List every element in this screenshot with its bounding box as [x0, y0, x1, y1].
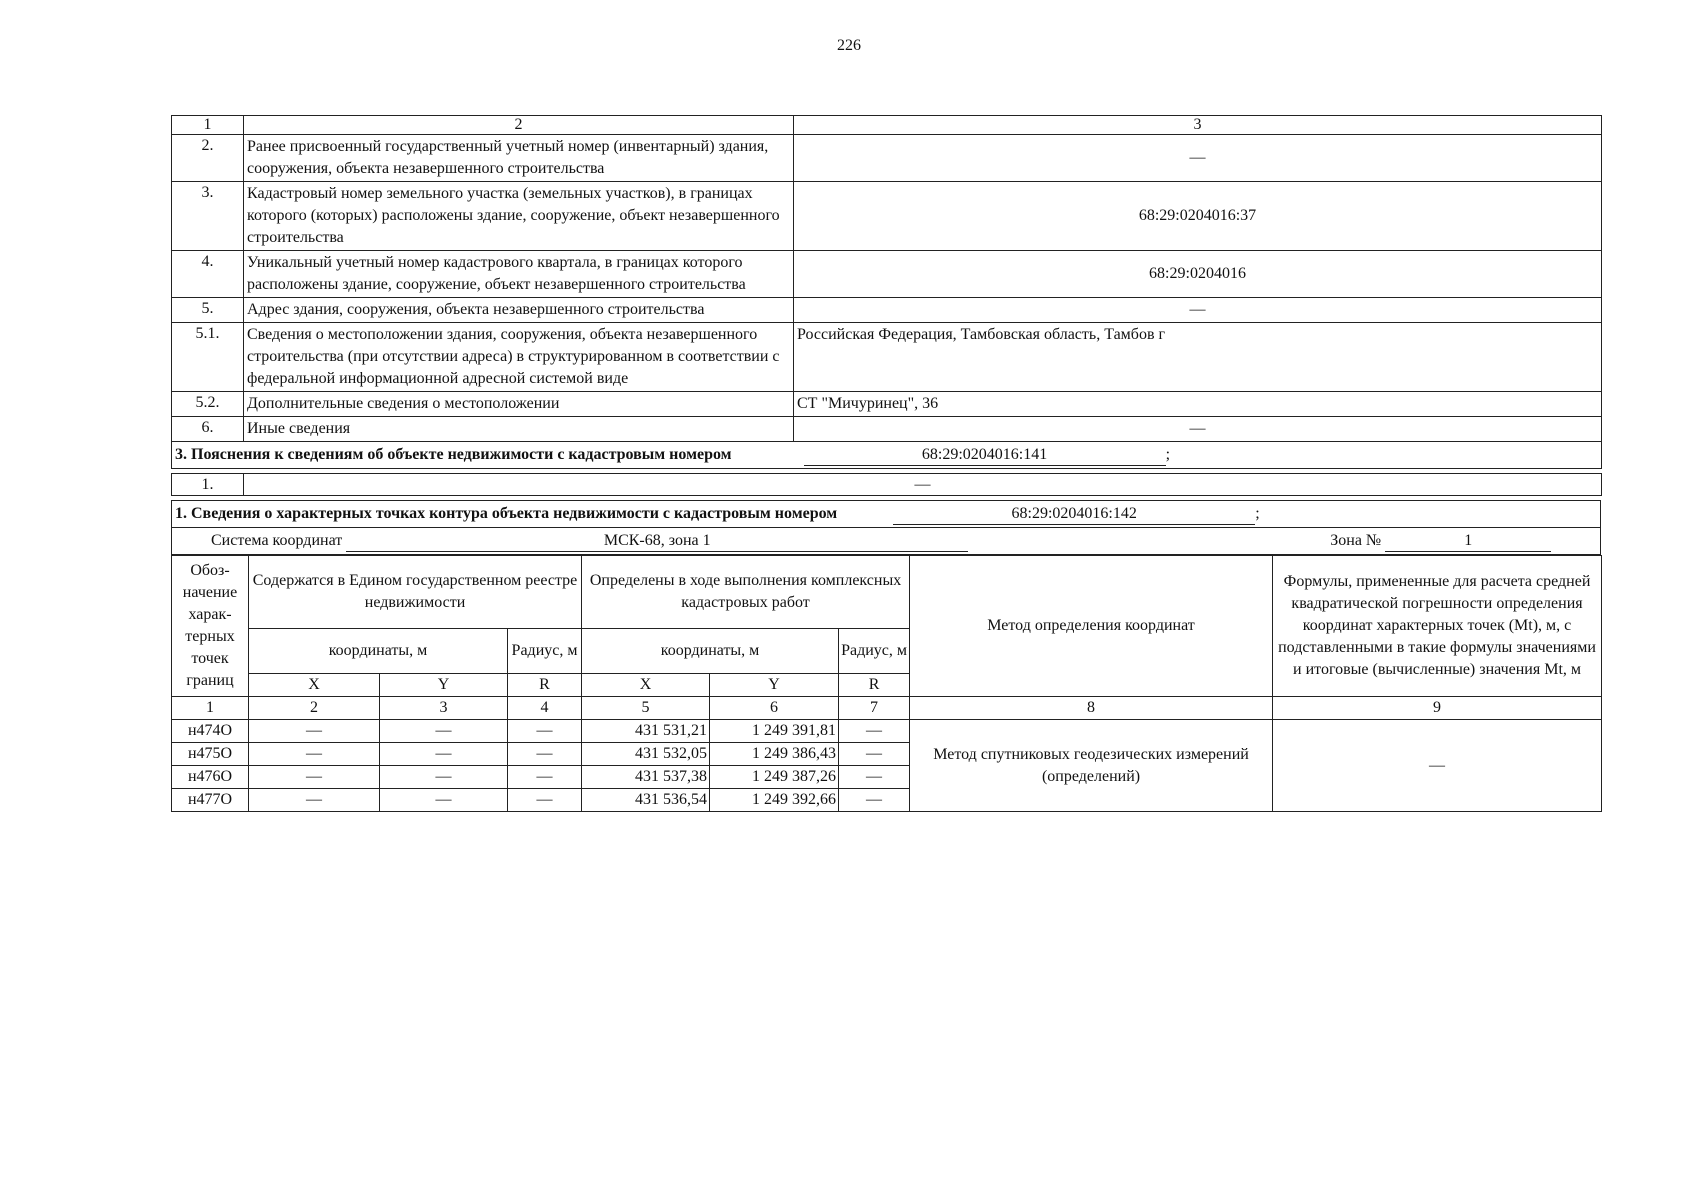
- point-r-complex: —: [839, 743, 910, 766]
- point-y-complex: 1 249 392,66: [710, 789, 839, 812]
- column-number: 4: [508, 697, 582, 720]
- coord-system-cell: [172, 528, 1601, 555]
- section-3-title: 3. Пояснения к сведениям об объекте недвижимости с кадастровым номером: [175, 446, 732, 463]
- header-cell: 1: [172, 116, 244, 135]
- column-number: 2: [249, 697, 380, 720]
- section-1-cell: [172, 501, 1601, 528]
- row-value: Российская Федерация, Тамбовская область, Тамбов г: [794, 323, 1602, 392]
- column-number: 5: [582, 697, 710, 720]
- section-3-suffix: ;: [1165, 446, 1171, 463]
- point-r-egrn: —: [508, 789, 582, 812]
- point-x-complex: 431 532,05: [582, 743, 710, 766]
- header-r: R: [508, 674, 582, 697]
- row-label: Уникальный учетный номер кадастрового квартала, в границах которого расположены здание, сооружение, объект незавершенного строительства: [244, 251, 794, 298]
- point-name: н476О: [172, 766, 249, 789]
- point-x-egrn: —: [249, 743, 380, 766]
- header-complex-works: Определены в ходе выполнения комплексных кадастровых работ: [582, 556, 910, 629]
- row-number: 3.: [172, 182, 244, 251]
- row-value: 68:29:0204016:37: [794, 182, 1602, 251]
- row-number: 2.: [172, 135, 244, 182]
- header-radius-egrn: Радиус, м: [508, 629, 582, 674]
- point-x-egrn: —: [249, 789, 380, 812]
- header-radius-complex: Радиус, м: [839, 629, 910, 674]
- point-name: н477О: [172, 789, 249, 812]
- row-value: —: [794, 298, 1602, 323]
- header-y: Y: [710, 674, 839, 697]
- section-3-cell: [172, 442, 1602, 469]
- table-row: [172, 720, 1602, 743]
- row-label: Кадастровый номер земельного участка (земельных участков), в границах которого (которых) расположены здание, сооружение, объект незавершенного строительства: [244, 182, 794, 251]
- section-1-title: 1. Сведения о характерных точках контура объекта недвижимости с кадастровым номером: [175, 505, 838, 523]
- zone-label: Зона №: [1330, 532, 1382, 550]
- column-number: 6: [710, 697, 839, 720]
- header-designation: Обоз- начение харак- терных точек границ: [172, 556, 249, 697]
- row-value: СТ "Мичуринец", 36: [794, 392, 1602, 417]
- point-r-egrn: —: [508, 766, 582, 789]
- point-y-egrn: —: [380, 766, 508, 789]
- header-x: X: [249, 674, 380, 697]
- column-number: 9: [1273, 697, 1602, 720]
- header-formulas: Формулы, примененные для расчета средней квадратической погрешности определения координат характерных точек (Mt), м, с подставленными в такие формулы значениями и итоговые (вычисленные) значения Mt, м: [1273, 556, 1602, 697]
- column-number-row: [172, 697, 1602, 720]
- section-1-header-table: [171, 500, 1601, 555]
- point-y-complex: 1 249 386,43: [710, 743, 839, 766]
- page-number: 226: [837, 37, 861, 54]
- row-label: Сведения о местоположении здания, сооружения, объекта незавершенного строительства (при отсутствии адреса) в структурированном в соответствии с федеральной информационной адресной системой виде: [244, 323, 794, 392]
- row-number: 5.: [172, 298, 244, 323]
- table-header-row: [172, 116, 1602, 135]
- point-r-complex: —: [839, 720, 910, 743]
- header-method: Метод определения координат: [910, 556, 1273, 697]
- header-r: R: [839, 674, 910, 697]
- point-r-complex: —: [839, 766, 910, 789]
- row-label: Адрес здания, сооружения, объекта незавершенного строительства: [244, 298, 794, 323]
- table-row: [172, 392, 1602, 417]
- row-number: 6.: [172, 417, 244, 442]
- section-3-row: [172, 442, 1602, 469]
- header-y: Y: [380, 674, 508, 697]
- table-row: [172, 323, 1602, 392]
- point-r-complex: —: [839, 789, 910, 812]
- row-number: 5.1.: [172, 323, 244, 392]
- table-row: [172, 251, 1602, 298]
- row-value: —: [794, 135, 1602, 182]
- table-row: [172, 298, 1602, 323]
- point-y-complex: 1 249 391,81: [710, 720, 839, 743]
- row-value: 68:29:0204016: [794, 251, 1602, 298]
- section-3-table: [171, 473, 1602, 496]
- table-row: [172, 182, 1602, 251]
- point-r-egrn: —: [508, 720, 582, 743]
- row-label: Ранее присвоенный государственный учетный номер (инвентарный) здания, сооружения, объекта незавершенного строительства: [244, 135, 794, 182]
- row-number: 5.2.: [172, 392, 244, 417]
- point-x-complex: 431 536,54: [582, 789, 710, 812]
- point-x-egrn: —: [249, 766, 380, 789]
- zone-value: 1: [1385, 531, 1551, 552]
- header-coords-complex: координаты, м: [582, 629, 839, 674]
- header-cell: 3: [794, 116, 1602, 135]
- column-number: 1: [172, 697, 249, 720]
- table-row: [172, 474, 1602, 496]
- row-label: Иные сведения: [244, 417, 794, 442]
- coord-system-label: Система координат: [211, 532, 343, 550]
- point-name: н474О: [172, 720, 249, 743]
- point-y-egrn: —: [380, 789, 508, 812]
- section-1-suffix: ;: [1255, 505, 1260, 523]
- point-x-complex: 431 531,21: [582, 720, 710, 743]
- point-x-egrn: —: [249, 720, 380, 743]
- coord-system-value: МСК-68, зона 1: [346, 531, 968, 552]
- row-value: —: [794, 417, 1602, 442]
- row-number: 1.: [172, 474, 244, 496]
- object-info-table: [171, 115, 1602, 469]
- table-row: [172, 135, 1602, 182]
- point-y-egrn: —: [380, 720, 508, 743]
- header-egrn: Содержатся в Едином государственном реестре недвижимости: [249, 556, 582, 629]
- column-number: 8: [910, 697, 1273, 720]
- boundary-points-table: [171, 555, 1602, 812]
- row-value: —: [244, 474, 1602, 496]
- point-r-egrn: —: [508, 743, 582, 766]
- column-number: 3: [380, 697, 508, 720]
- header-cell: 2: [244, 116, 794, 135]
- header-coords-egrn: координаты, м: [249, 629, 508, 674]
- method-value: Метод спутниковых геодезических измерений (определений): [910, 720, 1273, 812]
- table-row: [172, 417, 1602, 442]
- document-sheet: [171, 115, 1601, 812]
- column-number: 7: [839, 697, 910, 720]
- section-1-cadastral-number: 68:29:0204016:142: [893, 504, 1255, 525]
- coord-system-row: [172, 528, 1601, 555]
- header-row-1: [172, 556, 1602, 629]
- formula-value: —: [1273, 720, 1602, 812]
- row-label: Дополнительные сведения о местоположении: [244, 392, 794, 417]
- point-y-egrn: —: [380, 743, 508, 766]
- point-y-complex: 1 249 387,26: [710, 766, 839, 789]
- row-number: 4.: [172, 251, 244, 298]
- point-name: н475О: [172, 743, 249, 766]
- point-x-complex: 431 537,38: [582, 766, 710, 789]
- section-1-row: [172, 501, 1601, 528]
- header-x: X: [582, 674, 710, 697]
- section-3-cadastral-number: 68:29:0204016:141: [804, 445, 1166, 466]
